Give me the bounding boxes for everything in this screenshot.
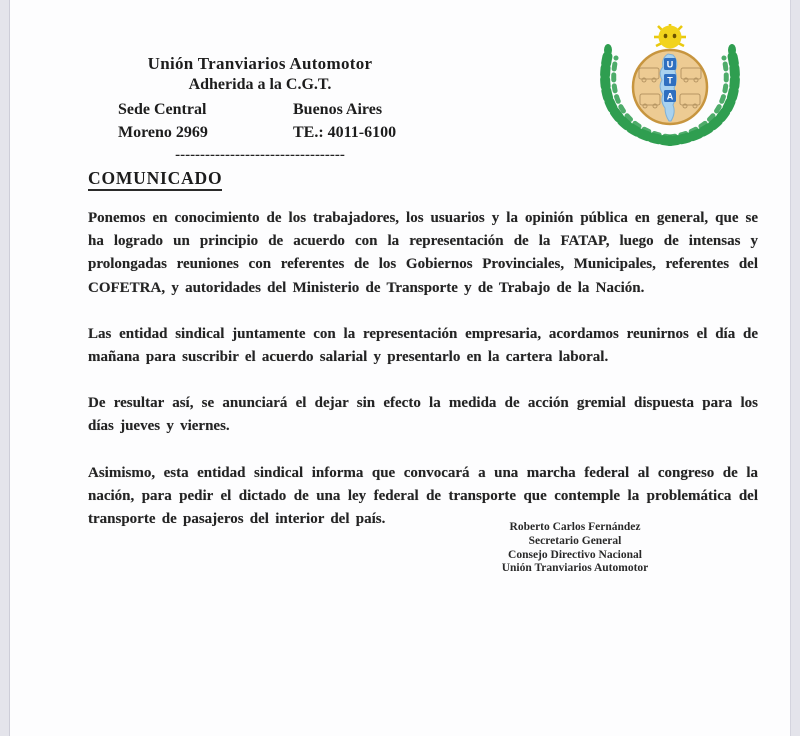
sun-eye-left: [664, 34, 668, 38]
paragraph-1: Ponemos en conocimiento de los trabajadores, los usuarios y la opinión pública en general, que se ha logrado un principio de acuerdo con la representación de la FATAP, luego de intensas y prolongadas reuniones con referentes de los Gobiernos Provinciales, Municipales, referentes del COFETRA, y autoridades del Ministerio de Transporte y de Trabajo de la Nación.: [88, 210, 758, 296]
letterhead: [85, 54, 435, 164]
uta-letter-a: A: [666, 91, 674, 102]
signer-org: Unión Tranviarios Automotor: [501, 562, 649, 575]
right-edge-strip: [790, 0, 800, 736]
paragraph-3: De resultar así, se anunciará el dejar sin efecto la medida de acción gremial dispuesta para los días jueves y viernes.: [88, 395, 758, 435]
signer-role: Secretario General: [528, 534, 622, 547]
uta-letter-u: U: [666, 59, 674, 70]
org-name: Unión Tranviarios Automotor: [147, 54, 373, 73]
document-title: COMUNICADO: [88, 168, 222, 191]
wreath-tip-left: [604, 44, 612, 56]
wreath-tip-right: [728, 44, 736, 56]
city-label: Buenos Aires: [293, 101, 383, 118]
signature-block: [430, 521, 720, 576]
hq-label: Sede Central: [118, 101, 207, 118]
affiliation: Adherida a la C.G.T.: [188, 76, 332, 93]
uta-letter-t: T: [667, 75, 673, 86]
signer-body: Consejo Directivo Nacional: [508, 548, 642, 561]
uta-emblem-svg: [584, 24, 756, 148]
phone-number: TE.: 4011-6100: [293, 124, 397, 141]
paragraph-4: Asimismo, esta entidad sindical informa que convocará a una marcha federal al congreso de la nación, para pedir el dictado de una ley federal de transporte que contemple la problemática del transporte de pasajeros del interior del país.: [88, 464, 758, 528]
sun-eye-right: [673, 34, 677, 38]
street-address: Moreno 2969: [118, 124, 208, 141]
uta-letter-tiles: [664, 58, 676, 102]
header-divider: ----------------------------------: [175, 147, 345, 163]
signer-name: Roberto Carlos Fernández: [509, 521, 641, 533]
sun-icon: [659, 26, 682, 49]
document-body: [88, 207, 758, 554]
address-block: [85, 98, 435, 144]
left-edge-strip: [0, 0, 10, 736]
paragraph-2: Las entidad sindical juntamente con la representación empresaria, acordamos reunirnos el día de mañana para suscribir el acuerdo salarial y presentarlo en la cartera laboral.: [88, 325, 758, 366]
uta-emblem-icon: [584, 24, 756, 148]
